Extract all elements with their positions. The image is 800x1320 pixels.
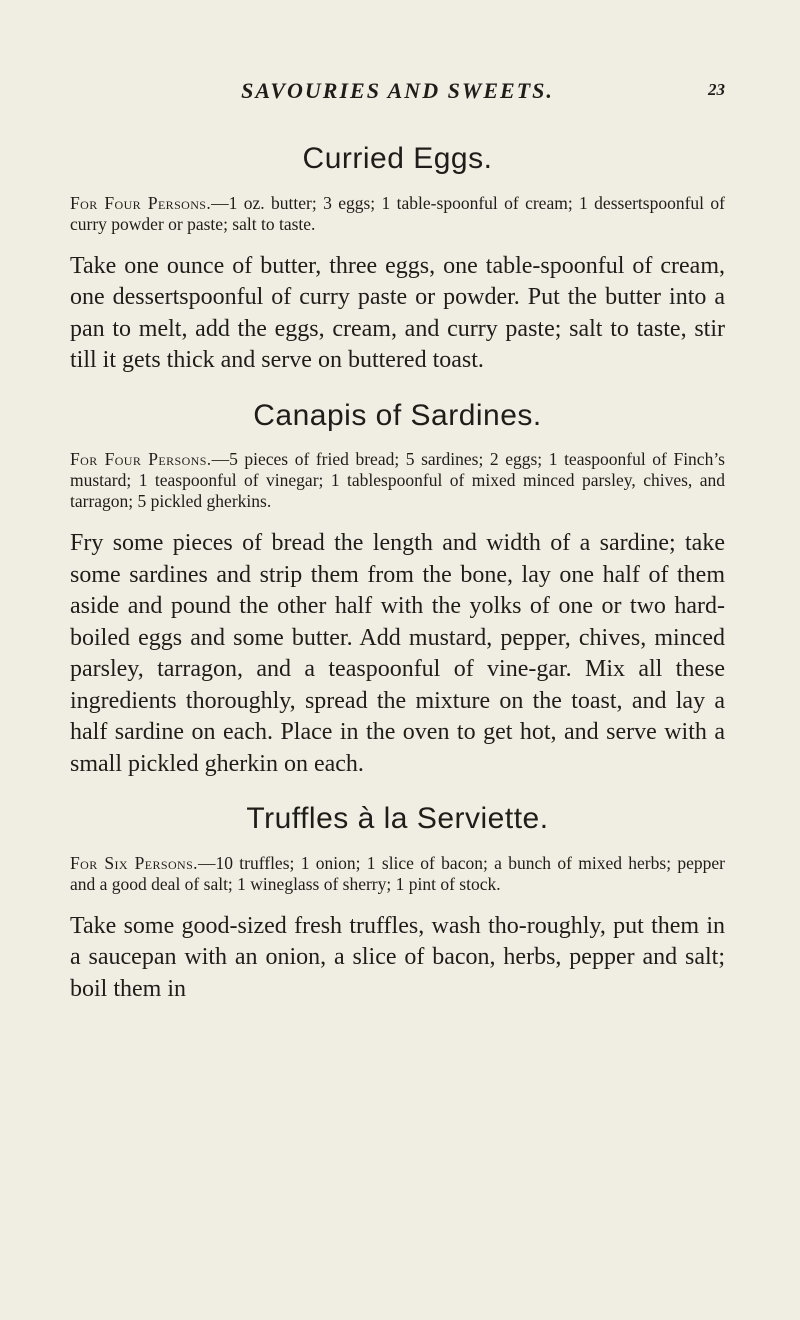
recipe-title: Canapis of Sardines.	[253, 398, 542, 432]
recipe-method: Take some good-sized fresh truffles, wash tho-roughly, put them in a saucepan with an onion, a slice of bacon, herbs, pepper and salt; boil them in	[70, 912, 725, 1002]
recipe-curried-eggs	[70, 142, 725, 377]
recipe-method: Fry some pieces of bread the length and width of a sardine; take some sardines and strip them from the bone, lay one half of them aside and pound the other half with the yolks of one or two hard-boiled eggs and some butter. Add mustard, pepper, chives, minced parsley, tarragon, and a teaspoonful of vine-gar. Mix all these ingredients thoroughly, spread the mixture on the toast, and lay a half sardine on each. Place in the oven to get hot, and serve with a small pickled gherkin on each.	[70, 530, 725, 777]
recipe-canapis-of-sardines	[70, 399, 725, 781]
ingredients-list: —5 pieces of fried bread; 5 sardines; 2 eggs; 1 teaspoonful of Finch’s mustard; 1 teaspoonful of vinegar; 1 tablespoonful of mixed minced parsley, chives, and tarragon; 5 pickled gherkins.	[70, 449, 725, 511]
recipe-method: Take one ounce of butter, three eggs, one table-spoonful of cream, one dessertspoonful of curry paste or powder. Put the butter into a pan to melt, add the eggs, cream, and curry paste; salt to taste, stir till it gets thick and serve on buttered toast.	[70, 252, 725, 373]
serving-lead: For Six Persons.	[70, 852, 198, 873]
running-title: SAVOURIES AND SWEETS.	[241, 78, 554, 103]
recipe-truffles-a-la-serviette	[70, 802, 725, 1005]
book-page	[70, 70, 725, 1023]
serving-lead: For Four Persons.	[70, 449, 212, 469]
ingredients-list: —10 truffles; 1 onion; 1 slice of bacon; a bunch of mixed herbs; pepper and a good deal of salt; 1 wineglass of sherry; 1 pint of stock.	[70, 852, 725, 894]
recipe-title: Truffles à la Serviette.	[246, 802, 549, 835]
recipe-ingredients	[70, 449, 725, 512]
running-head	[70, 70, 725, 112]
recipe-title: Curried Eggs.	[302, 142, 493, 175]
page-number: 23	[708, 80, 725, 99]
serving-lead: For Four Persons.	[70, 192, 212, 213]
recipe-ingredients	[70, 853, 725, 895]
recipe-ingredients	[70, 193, 725, 235]
ingredients-list: —1 oz. butter; 3 eggs; 1 table-spoonful of cream; 1 dessertspoonful of curry powder or paste; salt to taste.	[70, 192, 725, 234]
